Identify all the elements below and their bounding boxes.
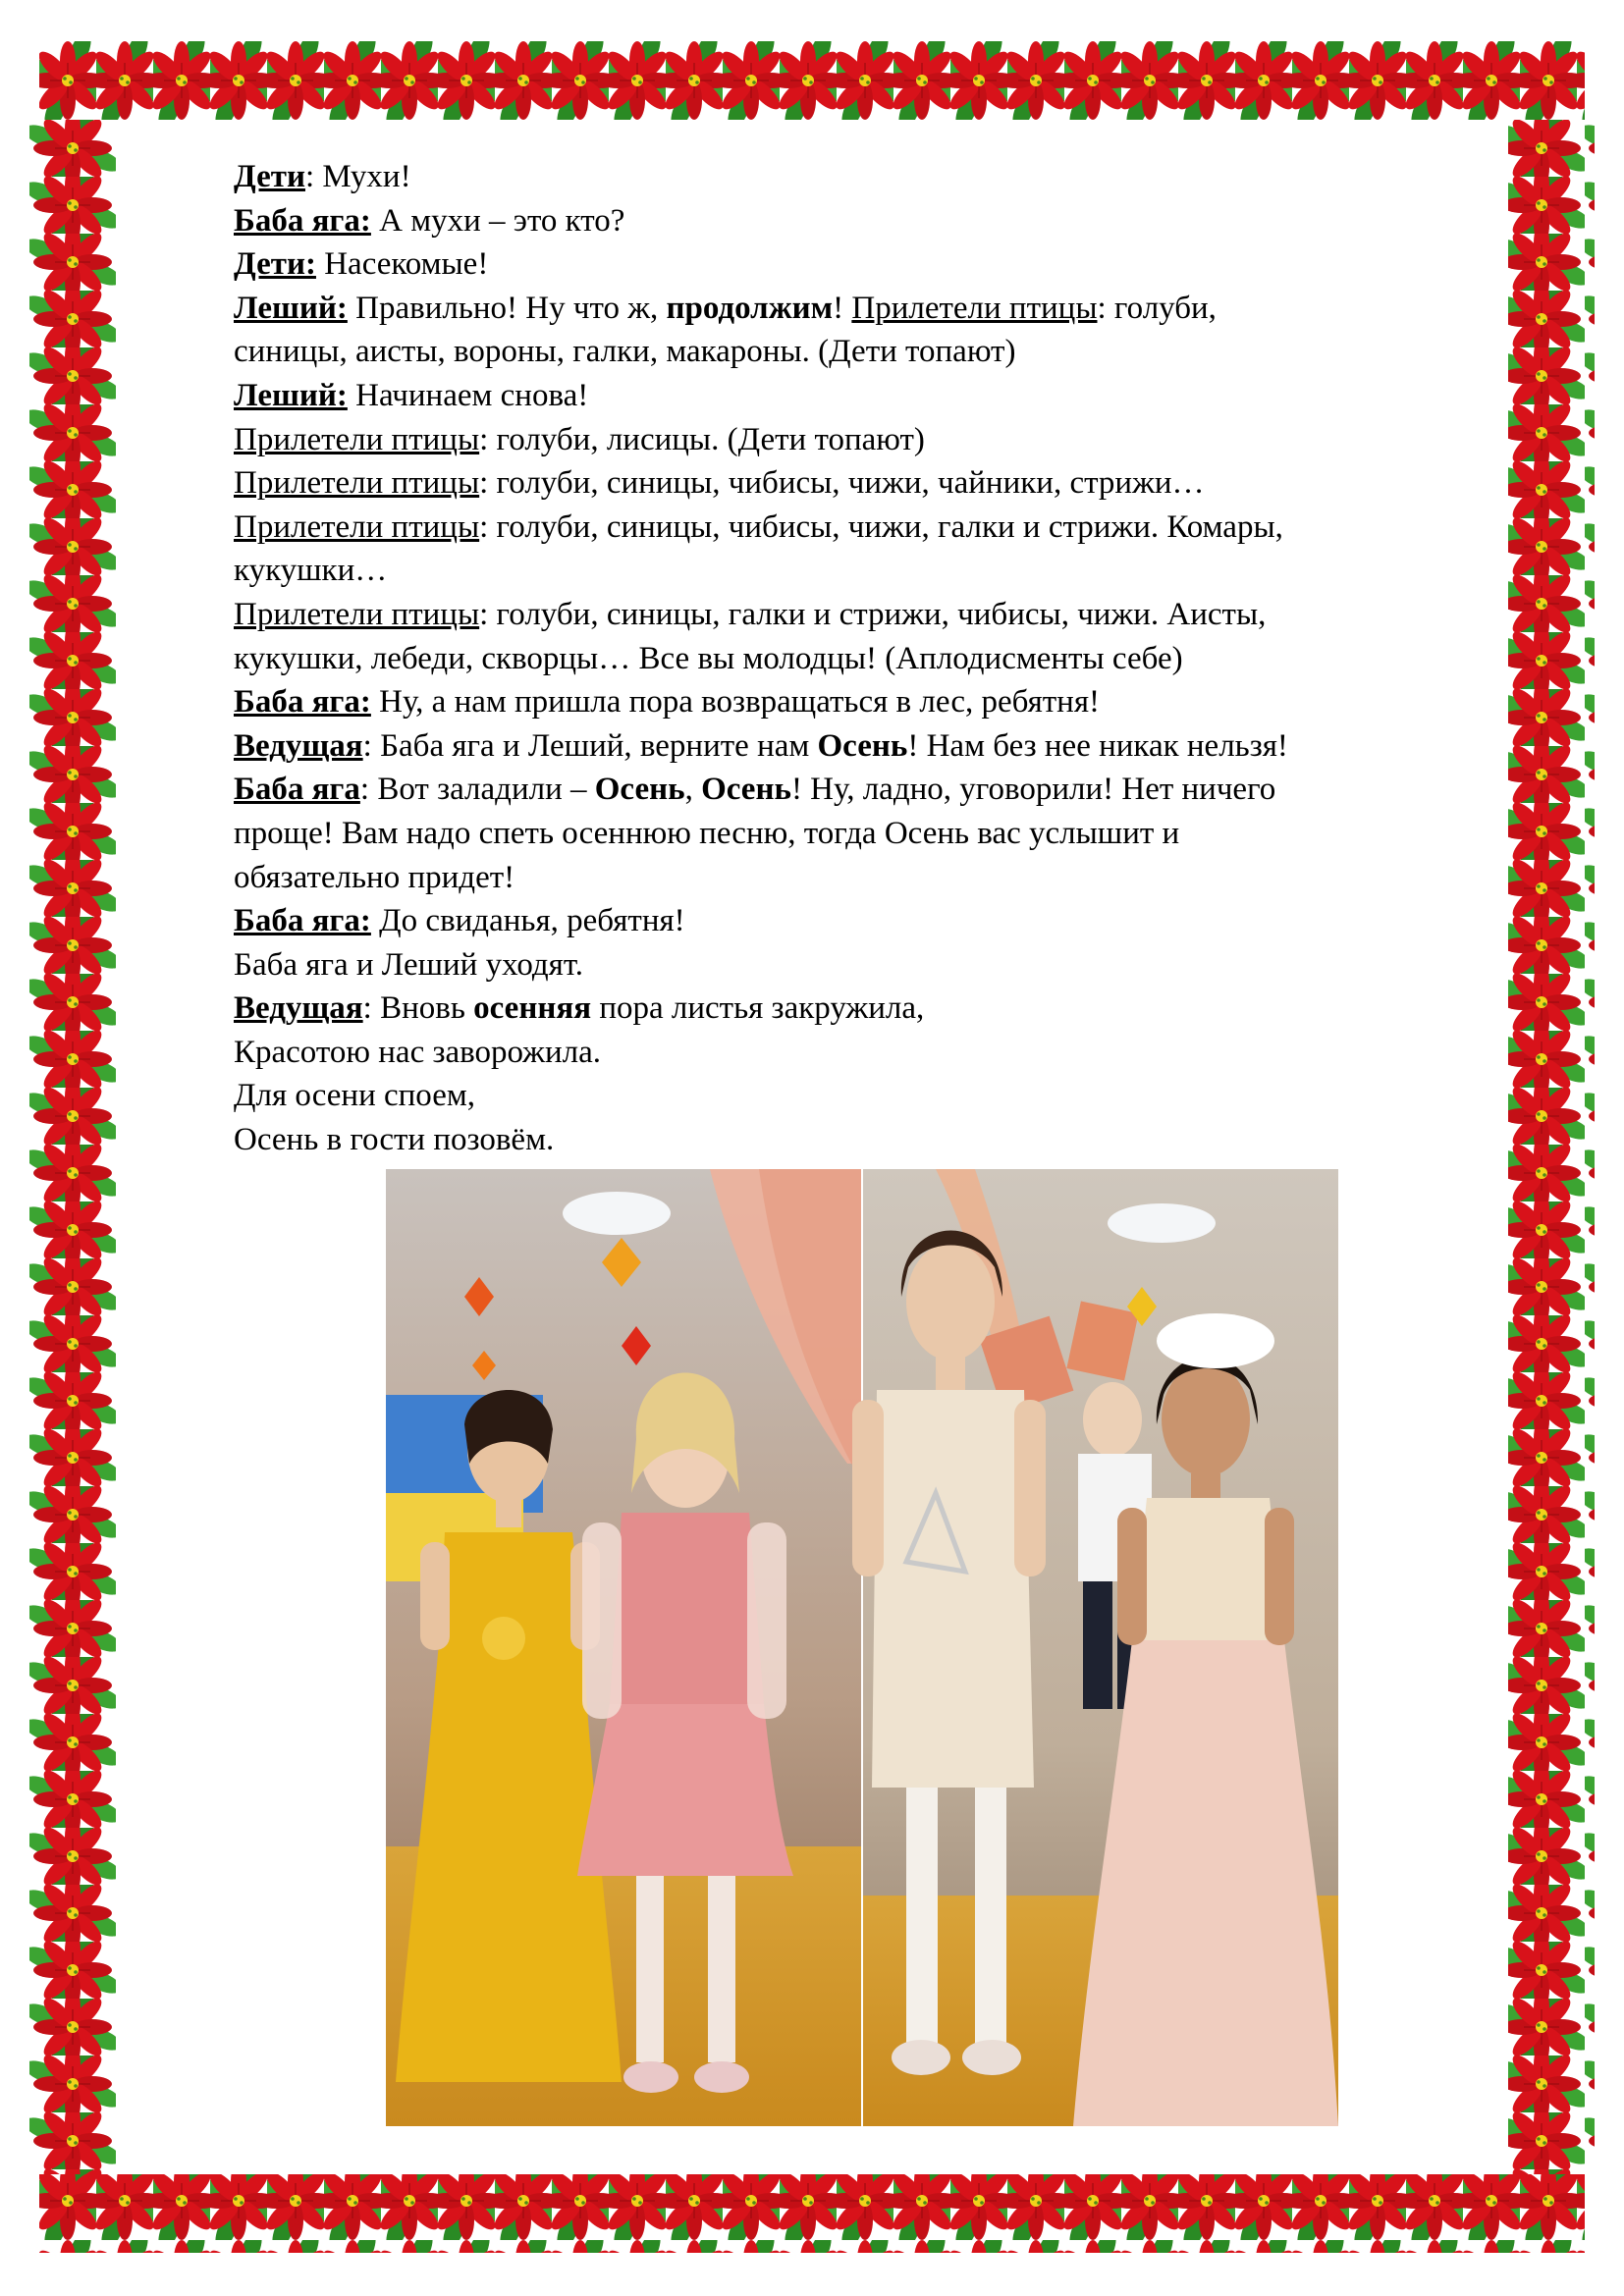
line-22: Для осени споем, [234, 1078, 475, 1114]
line-13: Баба яга: Ну, а нам пришла пора возвращаться в лес, ребятня! [234, 684, 1101, 721]
speaker-name: Баба яга: [234, 684, 371, 721]
line-15: Баба яга: Вот заладили – Осень, Осень! Ну, ладно, уговорили! Нет ничего [234, 772, 1276, 808]
speaker-name: Ведущая [234, 990, 363, 1027]
line-4: Леший: Правильно! Ну что ж, продолжим! Прилетели птицы: голуби, [234, 290, 1217, 326]
line-14: Ведущая: Баба яга и Леший, верните нам Осень! Нам без нее никак нельзя! [234, 727, 1288, 764]
line-2: Баба яга: А мухи – это кто? [234, 202, 625, 239]
line-5: синицы, аисты, вороны, галки, макароны. (Дети топают) [234, 334, 1016, 370]
speaker-name: Леший: [234, 377, 348, 413]
speaker-name: Дети [234, 159, 305, 194]
border-right [1508, 120, 1595, 2174]
children-photo [386, 1169, 1338, 2126]
line-9: Прилетели птицы: голуби, синицы, чибисы, чижи, галки и стрижи. Комары, [234, 508, 1283, 545]
line-6: Леший: Начинаем снова! [234, 377, 589, 413]
line-7: Прилетели птицы: голуби, лисицы. (Дети топают) [234, 421, 925, 457]
line-10: кукушки… [234, 553, 388, 589]
line-18: Баба яга: До свиданья, ребятня! [234, 903, 685, 939]
border-left [29, 120, 116, 2174]
line-8: Прилетели птицы: голуби, синицы, чибисы, чижи, чайники, стрижи… [234, 465, 1205, 502]
speaker-name: Леший: [234, 290, 348, 326]
speaker-name: Баба яга [234, 772, 360, 808]
line-20: Ведущая: Вновь осенняя пора листья закружила, [234, 990, 925, 1027]
speaker-name: Баба яга: [234, 202, 371, 239]
speaker-name: Дети: [234, 246, 316, 283]
border-bottom [39, 2174, 1585, 2253]
line-12: кукушки, лебеди, скворцы… Все вы молодцы! (Аплодисменты себе) [234, 640, 1183, 676]
line-3: Дети: Насекомые! [234, 246, 489, 283]
script-text [234, 155, 1510, 1162]
speaker-name: Баба яга: [234, 903, 371, 939]
line-17: обязательно придет! [234, 859, 515, 895]
border-top [39, 41, 1585, 120]
line-21: Красотою нас заворожила. [234, 1034, 602, 1070]
line-1: Дети: Мухи! [234, 159, 411, 194]
speaker-name: Ведущая [234, 727, 363, 764]
line-23: Осень в гости позовём. [234, 1122, 555, 1158]
line-16: проще! Вам надо спеть осеннюю песню, тогда Осень вас услышит и [234, 815, 1180, 851]
line-11: Прилетели птицы: голуби, синицы, галки и стрижи, чибисы, чижи. Аисты, [234, 596, 1267, 632]
line-19: Баба яга и Леший уходят. [234, 946, 584, 983]
